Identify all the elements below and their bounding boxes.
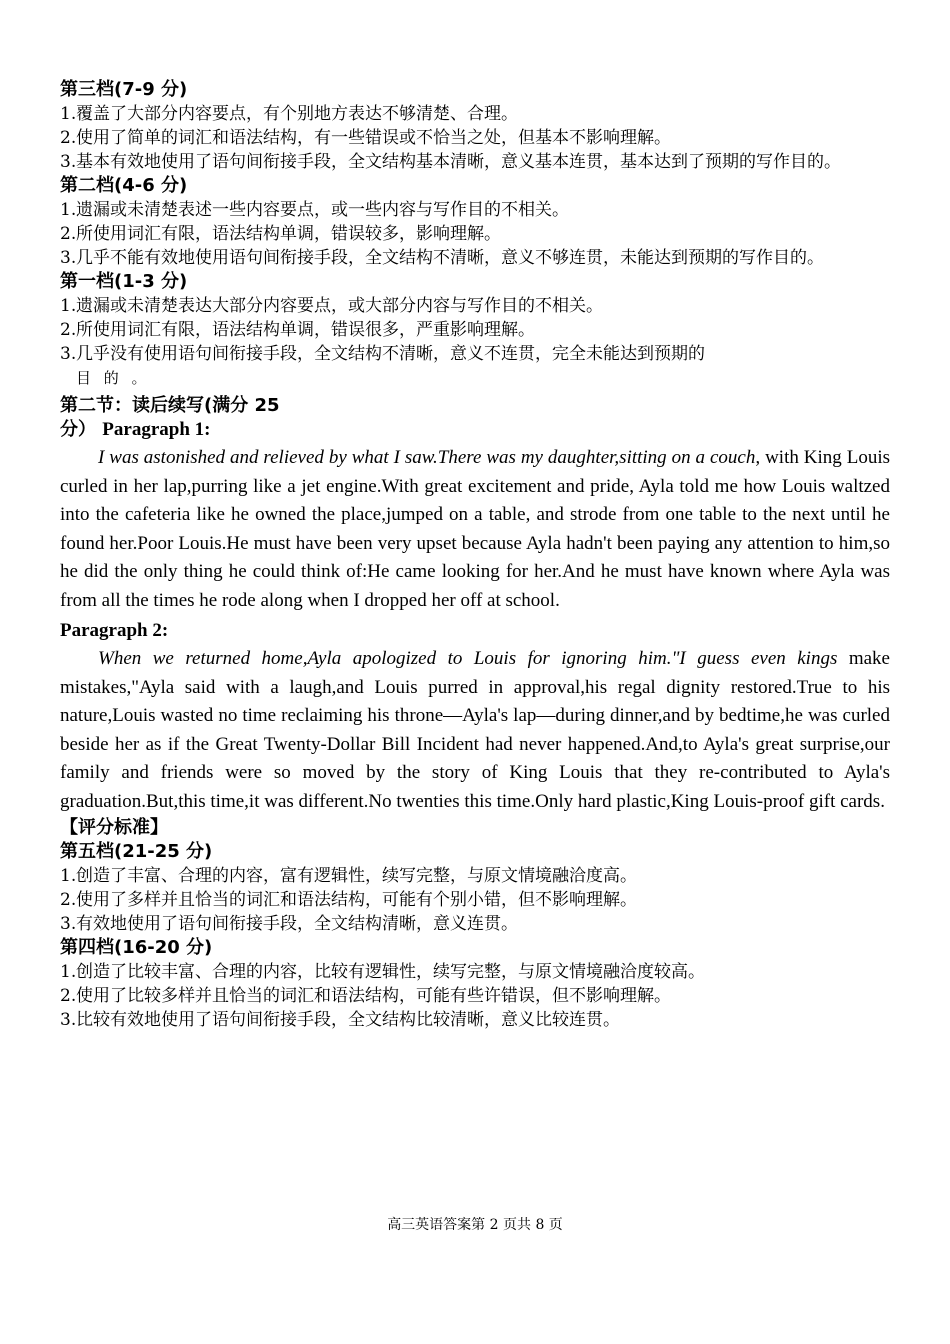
tier4-heading: 第四档(16-20 分) [60, 937, 213, 958]
tier4-item-3: 3.比较有效地使用了语句间衔接手段，全文结构比较清晰，意义比较连贯。 [60, 1010, 620, 1030]
criteria-heading: 【评分标准】 [60, 817, 168, 838]
tier2-item-3: 3.几乎不能有效地使用语句间衔接手段，全文结构不清晰，意义不够连贯，未能达到预期的写作目的。 [60, 248, 824, 268]
tier2-item-2: 2.所使用词汇有限，语法结构单调，错误较多，影响理解。 [60, 224, 501, 244]
tier3-item-3: 3.基本有效地使用了语句间衔接手段，全文结构基本清晰，意义基本连贯，基本达到了预期的写作目的。 [60, 152, 841, 172]
paragraph1-label: Paragraph 1: [102, 419, 211, 440]
answer-page [60, 78, 890, 1032]
section2-heading: 第二节：读后续写(满分 25 [60, 395, 280, 416]
tier1-item-3: 3.几乎没有使用语句间衔接手段，全文结构不清晰，意义不连贯，完全未能达到预期的 目 的 。 [60, 344, 705, 387]
tier5-item-1: 1.创造了丰富、合理的内容，富有逻辑性，续写完整，与原文情境融洽度高。 [60, 866, 637, 886]
tier5-heading: 第五档(21-25 分) [60, 841, 213, 862]
tier1-heading: 第一档(1-3 分) [60, 271, 188, 292]
tier2-heading: 第二档(4-6 分) [60, 175, 188, 196]
tier1-item-1: 1.遗漏或未清楚表达大部分内容要点，或大部分内容与写作目的不相关。 [60, 296, 603, 316]
tier5-item-2: 2.使用了多样并且恰当的词汇和语法结构，可能有个别小错，但不影响理解。 [60, 890, 637, 910]
tier4-item-2: 2.使用了比较多样并且恰当的词汇和语法结构，可能有些许错误，但不影响理解。 [60, 986, 671, 1006]
paragraph1-text: I was astonished and relieved by what I saw.There was my daughter,sitting on a couch, with King Louis curled in her lap,purring like a jet engine.With great excitement and pride, Ayla told me how Louis waltzed into the cafeteria like he owned the place,jumped on a table, and strode from one table to the next until he found her.Poor Louis.He must have been very upset because Ayla hadn't been paying any attention to him,so he did the only thing he could think of:He came looking for her.And he must have known where Ayla was from all the times he rode along when I dropped her off at school. [60, 447, 890, 611]
tier4-item-1: 1.创造了比较丰富、合理的内容，比较有逻辑性，续写完整，与原文情境融洽度较高。 [60, 962, 705, 982]
tier5-item-3: 3.有效地使用了语句间衔接手段，全文结构清晰，意义连贯。 [60, 914, 518, 934]
paragraph2-text: When we returned home,Ayla apologized to Louis for ignoring him."I guess even kings make mistakes,"Ayla said with a laugh,and Louis purred in approval,his regal dignity restored.True to his nature,Louis wasted no time reclaiming his throne—Ayla's lap—during dinner,and by bedtime,he was curled beside her as if the Great Twenty-Dollar Bill Incident had never happened.And,to Ayla's great surprise,our family and friends were so moved by the story of King Louis that they re-contributed to Ayla's graduation.But,this time,it was different.No twenties this time.Only hard plastic,King Louis-proof gift cards. [60, 648, 890, 812]
tier3-heading: 第三档(7-9 分) [60, 79, 188, 100]
tier1-item-2: 2.所使用词汇有限，语法结构单调，错误很多，严重影响理解。 [60, 320, 535, 340]
paragraph2-label: Paragraph 2: [60, 620, 169, 641]
tier3-item-2: 2.使用了简单的词汇和语法结构，有一些错误或不恰当之处，但基本不影响理解。 [60, 128, 671, 148]
page-footer: 高三英语答案第 2 页共 8 页 [387, 1217, 563, 1233]
section2-heading-cont: 分） Paragraph 1: [60, 419, 211, 440]
tier2-item-1: 1.遗漏或未清楚表述一些内容要点，或一些内容与写作目的不相关。 [60, 200, 569, 220]
tier3-item-1: 1.覆盖了大部分内容要点，有个别地方表达不够清楚、合理。 [60, 104, 518, 124]
